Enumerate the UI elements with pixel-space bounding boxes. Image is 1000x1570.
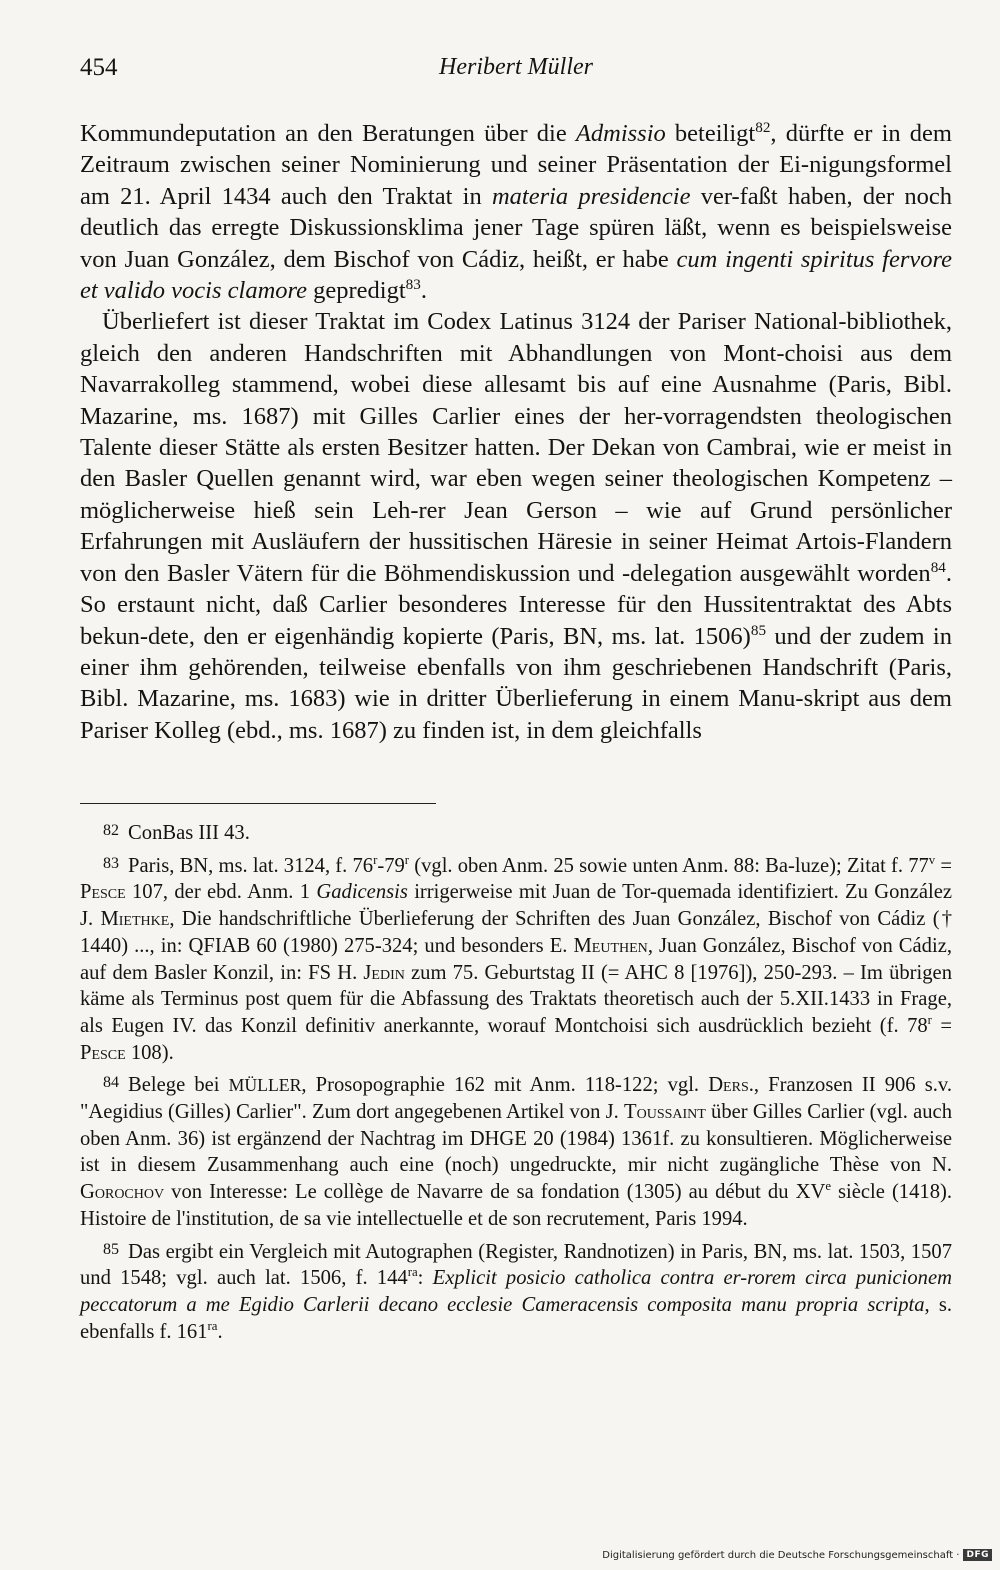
credit-text: Digitalisierung gefördert durch die Deutsche Forschungsgemeinschaft · [602,1549,960,1561]
text-span: gepredigt [307,277,406,305]
text-span: Überliefert ist dieser Traktat im Codex Latinus 3124 der Pariser National-bibliothek, gleich den anderen Handschriften mit Abhandlungen von Mont-choisi aus dem Navarrakolleg stammend, wobei diese allesamt bis auf eine Ausnahme (Paris, Bibl. Mazarine, ms. 1687) mit Gilles Carlier eines der her-vorragendsten theologischen Talente dieser Stätte als ersten Besitzer hatten. Der Dekan von Cambrai, wie er meist in den Basler Quellen genannt wird, war eben wegen seiner theologischen Kompetenz – möglicherweise hieß sein Leh-rer Jean Gerson – wie auf Grund persönlicher Erfahrungen mit Ausläufern der hussitischen Häresie in seiner Heimat Artois-Flandern von den Basler Vätern für die Böhmendiskussion und -delegation ausgewählt worden [80,308,952,587]
footnote-ref-83[interactable]: 83 [405,275,421,293]
folio-sup: r [927,1013,932,1028]
folio-sup: ra [407,1265,418,1280]
digitization-credit [602,1546,992,1564]
author-name: Jedin [363,961,405,984]
author-name: Pesce [80,881,126,904]
text-span: Das ergibt ein Vergleich mit Autographen (Register, Randnotizen) in Paris, BN, ms. lat. 1503, 1507 und 1548; vgl. auch lat. 1506, f. 144 [80,1240,952,1290]
italic-span: Admissio [575,120,666,147]
footnote-number: 84 [103,1074,120,1092]
dfg-logo: DFG [963,1549,992,1561]
text-span: zum 75. Geburtstag II (= AHC 8 [1976]), 250-293. – Im übrigen käme als Terminus post quem für die Abfassung des Traktats theoretisch auch der 5.XII.1433 in Frage, als Eugen IV. das Konzil definitiv anerkannte, worauf Montchoisi sich ausdrücklich bezieht (f. 78 [80,961,952,1037]
page-number: 454 [80,54,118,81]
text-span: , Juan González, Bischof von Cádiz, auf dem Basler Konzil, in: FS H. [80,934,952,984]
folio-sup: v [928,852,936,867]
italic-span: cum ingenti spiritus fervore et valido vocis clamore [80,245,953,305]
text-span: 107, der ebd. Anm. 1 [125,881,317,904]
text-span: irrigerweise mit Juan de Tor-quemada identifiziert. Zu González J. [80,881,952,931]
page-header [80,54,952,94]
author-name: Gorochov [80,1181,165,1204]
footnotes [80,818,952,1349]
paragraph-2 [80,306,952,746]
text-span: , Prosopographie 162 mit Anm. 118-122; vgl. [301,1074,709,1097]
author-name: Miethke [100,908,170,931]
century-sup: e [825,1179,831,1194]
text-span: = [931,1014,952,1037]
text-span: und der zudem in einer ihm gehörenden, teilweise ebenfalls von ihm geschriebenen Handschrift (Paris, Bibl. Mazarine, ms. 1683) wie in dritter Überlieferung in einem Manu-skript aus dem Pariser Kolleg (ebd., ms. 1687) zu finden ist, in dem gleichfalls [80,622,952,744]
text-span: von Interesse: Le collège de Navarre de sa fondation (1305) au début du XV [164,1181,826,1204]
paragraph-1 [80,118,952,306]
text-span: 108). [125,1041,174,1064]
footnote-number: 83 [103,854,120,872]
text-span: ConBas III 43. [128,822,250,845]
text-span: Paris, BN, ms. lat. 3124, f. 76 [128,854,374,877]
running-head: Heribert Müller [439,54,593,80]
text-span: . [217,1320,223,1343]
author-name: Toussaint [624,1101,706,1124]
italic-span: Explicit posicio catholica contra er-rorem circa punicionem peccatorum a me Egidio Carlerii decano ecclesie Cameracensis composita manu propria scripta [80,1267,952,1317]
text-span: (vgl. oben Anm. 25 sowie unten Anm. 88: Ba-luze); Zitat f. 77 [409,854,929,877]
text-span: . So erstaunt nicht, daß Carlier besonderes Interesse für den Hussitentraktat des Abts bekun-dete, den er eigenhändig kopierte (Paris, BN, ms. lat. 1506) [80,559,952,650]
main-text [80,118,952,746]
footnote-85 [80,1237,952,1346]
footnote-83 [80,851,952,1067]
author-name: Ders. [708,1074,754,1097]
text-span: über Gilles Carlier (vgl. auch oben Anm. 36) ist ergänzend der Nachtrag im DHGE 20 (1984) 1361f. zu konsultieren. Möglicherweise ist in diesem Zusammenhang auch eine (noch) ungedruckte, mir nicht zugängliche Thèse von N. [80,1101,952,1177]
text-span: Belege bei [128,1074,229,1097]
footnote-number: 82 [103,822,120,839]
text-span: = [935,854,952,877]
italic-span: materia presidencie [491,182,691,210]
folio-sup: r [404,852,410,867]
italic-span: Gadicensis [316,881,408,904]
text-span: siècle (1418). Histoire de l'institution, de sa vie intellectuelle et de son recrutement, Paris 1994. [80,1181,952,1230]
text-span: : [417,1267,433,1290]
author-name: Pesce [80,1041,126,1064]
text-span: , dürfte er in dem Zeitraum zwischen seiner Nominierung und seiner Präsentation der Ei-nigungsformel am 21. April 1434 auch den Traktat in [80,120,952,210]
text-span: , s. ebenfalls f. 161 [80,1294,952,1343]
folio-sup: ra [207,1318,218,1333]
text-span: . [420,277,427,305]
folio-sup: r [373,852,378,867]
footnote-ref-85[interactable]: 85 [750,621,767,639]
author-name: Meuthen [573,934,648,957]
footnote-ref-82[interactable]: 82 [755,118,771,136]
text-span: , Franzosen II 906 s.v. "Aegidius (Gilles) Carlier". Zum dort angegebenen Artikel von J. [80,1074,952,1124]
footnote-divider [80,803,436,804]
text-span: -79 [377,854,405,877]
text-span: , Die handschriftliche Überlieferung der Schriften des Juan González, Bischof von Cádiz († 1440) ..., in: QFIAB 60 (1980) 275-324; und besonders E. [80,908,952,957]
text-span: Kommundeputation an den Beratungen über die [80,120,576,147]
footnote-84 [80,1070,952,1232]
footnote-82 [80,818,952,847]
text-span: ver-faßt haben, der noch deutlich das erregte Diskussionsklima jener Tage spüren läßt, wenn es beispielsweise von Juan González, dem Bischof von Cádiz, heißt, er habe [80,182,952,273]
text-span: beteiligt [665,120,756,147]
footnote-ref-84[interactable]: 84 [930,558,946,576]
author-name: MÜLLER [228,1075,302,1096]
footnote-number: 85 [103,1240,120,1258]
